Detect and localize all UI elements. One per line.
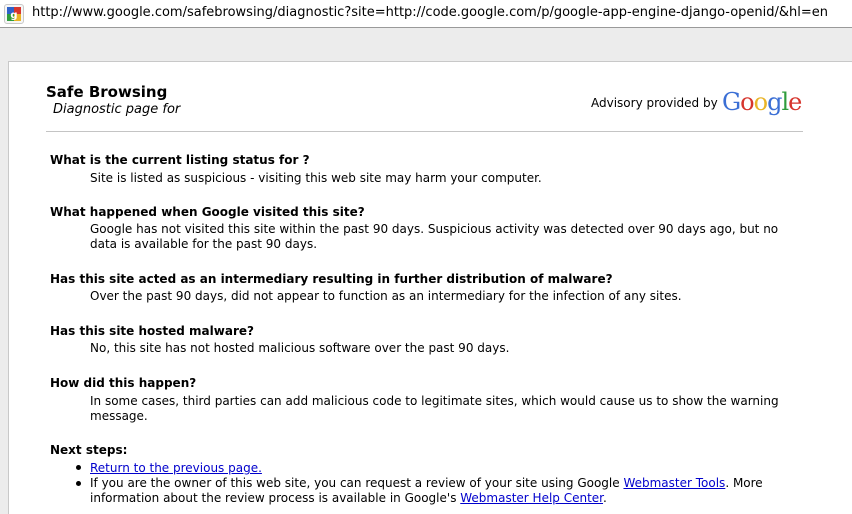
url-text[interactable]: http://www.google.com/safebrowsing/diagnostic?site=http://code.google.com/p/google-app-engine-django-openid/&hl=en	[32, 5, 828, 20]
page-subtitle: Diagnostic page for	[53, 102, 181, 117]
webmaster-help-center-link[interactable]: Webmaster Help Center	[460, 491, 604, 505]
visit-question: What happened when Google visited this site?	[50, 205, 365, 219]
g-logo-icon	[7, 7, 21, 21]
page-content	[8, 61, 852, 514]
logo-letter-l: l	[781, 88, 789, 116]
how-answer: In some cases, third parties can add malicious code to legitimate sites, which would cause us to show the warning message.	[90, 394, 779, 423]
status-answer: Site is listed as suspicious - visiting this web site may harm your computer.	[90, 171, 542, 185]
page-title: Safe Browsing	[46, 83, 168, 101]
address-bar[interactable]	[0, 0, 852, 28]
next-steps-heading: Next steps:	[50, 443, 128, 457]
owner-text-1: If you are the owner of this web site, you can request a review of your site using Google	[90, 476, 624, 490]
return-link[interactable]: Return to the previous page.	[90, 461, 262, 475]
logo-letter-g2: g	[767, 88, 782, 116]
logo-letter-g1: G	[722, 88, 741, 116]
advisory-label: Advisory provided by	[591, 96, 718, 110]
webmaster-tools-link[interactable]: Webmaster Tools	[623, 476, 726, 490]
logo-letter-o1: o	[740, 88, 754, 116]
how-question: How did this happen?	[50, 376, 197, 390]
bullet-marker	[76, 465, 81, 470]
intermediary-question: Has this site acted as an intermediary resulting in further distribution of malware?	[50, 272, 613, 286]
header-divider	[46, 131, 803, 132]
google-favicon-icon[interactable]	[4, 4, 24, 24]
bullet-marker	[76, 481, 81, 486]
logo-letter-o2: o	[753, 88, 768, 116]
hosted-question: Has this site hosted malware?	[50, 324, 254, 338]
toolbar-gap	[0, 28, 852, 61]
google-logo	[722, 88, 801, 116]
visit-answer: Google has not visited this site within the past 90 days. Suspicious activity was detected over 90 days ago, but no data is available for the past 90 days.	[90, 222, 779, 251]
intermediary-answer: Over the past 90 days, did not appear to function as an intermediary for the infection of any sites.	[90, 289, 682, 303]
status-question: What is the current listing status for ?	[50, 153, 310, 167]
owner-review-item	[90, 476, 780, 506]
svg-text:g: g	[10, 10, 18, 21]
hosted-answer: No, this site has not hosted malicious software over the past 90 days.	[90, 341, 510, 355]
return-item	[90, 461, 780, 476]
logo-letter-e: e	[788, 88, 802, 116]
owner-text-3: .	[603, 491, 607, 505]
owner-text-2: . More information about the review process is available in Google's	[90, 476, 763, 505]
